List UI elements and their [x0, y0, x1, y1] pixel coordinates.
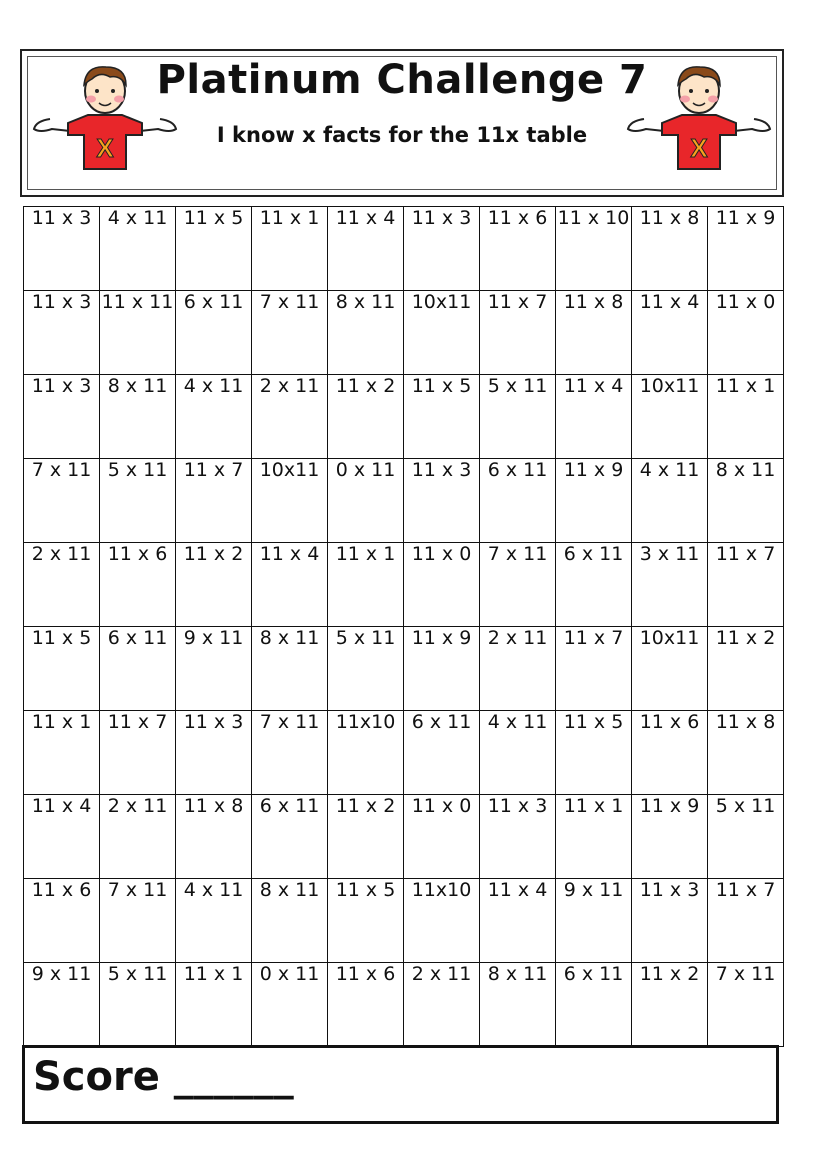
grid-cell[interactable]: 11 x 5 [404, 375, 480, 459]
grid-cell[interactable]: 11 x 7 [556, 627, 632, 711]
grid-cell[interactable]: 11 x 2 [328, 795, 404, 879]
grid-cell[interactable]: 11 x 8 [556, 291, 632, 375]
grid-cell[interactable]: 4 x 11 [176, 375, 252, 459]
grid-cell[interactable]: 4 x 11 [632, 459, 708, 543]
grid-cell[interactable]: 7 x 11 [252, 291, 328, 375]
grid-cell[interactable]: 11 x 5 [328, 879, 404, 963]
grid-cell[interactable]: 9 x 11 [24, 963, 100, 1047]
grid-cell[interactable]: 0 x 11 [252, 963, 328, 1047]
grid-cell[interactable]: 6 x 11 [176, 291, 252, 375]
grid-cell[interactable]: 11 x 7 [480, 291, 556, 375]
grid-cell[interactable]: 9 x 11 [176, 627, 252, 711]
grid-cell[interactable]: 11 x 3 [404, 459, 480, 543]
grid-cell[interactable]: 11 x 6 [24, 879, 100, 963]
grid-cell[interactable]: 11 x 7 [176, 459, 252, 543]
grid-cell[interactable]: 11 x 1 [556, 795, 632, 879]
header-banner [20, 49, 784, 197]
grid-cell[interactable]: 8 x 11 [328, 291, 404, 375]
grid-cell[interactable]: 5 x 11 [480, 375, 556, 459]
grid-cell[interactable]: 8 x 11 [252, 879, 328, 963]
score-box[interactable] [22, 1045, 779, 1124]
grid-cell[interactable]: 11 x 7 [100, 711, 176, 795]
grid-cell[interactable]: 11 x 3 [24, 207, 100, 291]
grid-cell[interactable]: 7 x 11 [480, 543, 556, 627]
grid-row [24, 627, 784, 711]
grid-cell[interactable]: 6 x 11 [480, 459, 556, 543]
grid-cell[interactable]: 4 x 11 [176, 879, 252, 963]
grid-cell[interactable]: 11 x 9 [708, 207, 784, 291]
grid-cell[interactable]: 5 x 11 [328, 627, 404, 711]
grid-cell[interactable]: 7 x 11 [24, 459, 100, 543]
grid-cell[interactable]: 10x11 [632, 627, 708, 711]
svg-text:X: X [96, 133, 114, 163]
grid-cell[interactable]: 8 x 11 [252, 627, 328, 711]
grid-cell[interactable]: 11 x 1 [24, 711, 100, 795]
grid-cell[interactable]: 11 x 0 [404, 543, 480, 627]
multiplication-grid [23, 206, 784, 1047]
grid-cell[interactable]: 11 x 1 [708, 375, 784, 459]
grid-cell[interactable]: 5 x 11 [708, 795, 784, 879]
grid-cell[interactable]: 11 x 3 [24, 375, 100, 459]
grid-cell[interactable]: 2 x 11 [404, 963, 480, 1047]
grid-cell[interactable]: 8 x 11 [480, 963, 556, 1047]
grid-cell[interactable]: 11 x 9 [556, 459, 632, 543]
grid-row [24, 291, 784, 375]
grid-cell[interactable]: 6 x 11 [252, 795, 328, 879]
grid-cell[interactable]: 11 x 9 [404, 627, 480, 711]
grid-cell[interactable]: 11 x 6 [632, 711, 708, 795]
grid-cell[interactable]: 11 x 6 [480, 207, 556, 291]
grid-cell[interactable]: 2 x 11 [24, 543, 100, 627]
grid-cell[interactable]: 11 x 4 [328, 207, 404, 291]
grid-cell[interactable]: 9 x 11 [556, 879, 632, 963]
grid-cell[interactable]: 11 x 7 [708, 543, 784, 627]
grid-cell[interactable]: 11x10 [328, 711, 404, 795]
grid-cell[interactable]: 11 x 4 [632, 291, 708, 375]
page-subtitle: I know x facts for the 11x table [216, 123, 588, 147]
grid-cell[interactable]: 8 x 11 [708, 459, 784, 543]
grid-cell[interactable]: 11 x 2 [176, 543, 252, 627]
grid-cell[interactable]: 11 x 2 [708, 627, 784, 711]
grid-cell[interactable]: 11 x 8 [632, 207, 708, 291]
grid-cell[interactable]: 11 x 1 [252, 207, 328, 291]
grid-cell[interactable]: 11 x 4 [24, 795, 100, 879]
grid-cell[interactable]: 11 x 4 [480, 879, 556, 963]
grid-cell[interactable]: 2 x 11 [252, 375, 328, 459]
grid-cell[interactable]: 5 x 11 [100, 459, 176, 543]
grid-cell[interactable]: 10x11 [252, 459, 328, 543]
grid-cell[interactable]: 11 x 3 [176, 711, 252, 795]
grid-cell[interactable]: 6 x 11 [556, 963, 632, 1047]
grid-row [24, 375, 784, 459]
grid-row [24, 207, 784, 291]
grid-cell[interactable]: 8 x 11 [100, 375, 176, 459]
grid-cell[interactable]: 11x10 [404, 879, 480, 963]
grid-row [24, 543, 784, 627]
grid-cell[interactable]: 11 x 2 [632, 963, 708, 1047]
svg-text:X: X [690, 133, 708, 163]
grid-cell[interactable]: 5 x 11 [100, 963, 176, 1047]
grid-cell[interactable]: 11 x 6 [328, 963, 404, 1047]
grid-cell[interactable]: 11 x 4 [556, 375, 632, 459]
grid-cell[interactable]: 10x11 [632, 375, 708, 459]
grid-cell[interactable]: 3 x 11 [632, 543, 708, 627]
grid-cell[interactable]: 11 x 5 [24, 627, 100, 711]
grid-row [24, 879, 784, 963]
grid-cell[interactable]: 11 x 1 [176, 963, 252, 1047]
grid-cell[interactable]: 11 x 7 [708, 879, 784, 963]
grid-cell[interactable]: 11 x 6 [100, 543, 176, 627]
grid-cell[interactable]: 7 x 11 [252, 711, 328, 795]
grid-cell[interactable]: 11 x 11 [100, 291, 176, 375]
grid-cell[interactable]: 4 x 11 [100, 207, 176, 291]
page-title: Platinum Challenge 7 [156, 57, 648, 103]
grid-row [24, 795, 784, 879]
grid-row [24, 459, 784, 543]
grid-cell[interactable]: 11 x 5 [176, 207, 252, 291]
grid-cell[interactable]: 11 x 5 [556, 711, 632, 795]
grid-cell[interactable]: 11 x 8 [176, 795, 252, 879]
grid-cell[interactable]: 7 x 11 [100, 879, 176, 963]
grid-cell[interactable]: 11 x 0 [404, 795, 480, 879]
grid-cell[interactable]: 6 x 11 [556, 543, 632, 627]
grid-cell[interactable]: 4 x 11 [480, 711, 556, 795]
grid-cell[interactable]: 11 x 3 [632, 879, 708, 963]
grid-cell[interactable]: 11 x 3 [24, 291, 100, 375]
grid-cell[interactable]: 11 x 4 [252, 543, 328, 627]
grid-cell[interactable]: 6 x 11 [404, 711, 480, 795]
grid-row [24, 711, 784, 795]
grid-cell[interactable]: 11 x 3 [404, 207, 480, 291]
grid-cell[interactable]: 0 x 11 [328, 459, 404, 543]
grid-cell[interactable]: 6 x 11 [100, 627, 176, 711]
grid-cell[interactable]: 11 x 1 [328, 543, 404, 627]
grid-row [24, 963, 784, 1047]
grid-cell[interactable]: 11 x 0 [708, 291, 784, 375]
grid-cell[interactable]: 2 x 11 [480, 627, 556, 711]
grid-cell[interactable]: 7 x 11 [708, 963, 784, 1047]
grid-cell[interactable]: 11 x 9 [632, 795, 708, 879]
grid-cell[interactable]: 2 x 11 [100, 795, 176, 879]
grid-cell[interactable]: 11 x 3 [480, 795, 556, 879]
grid-cell[interactable]: 11 x 2 [328, 375, 404, 459]
grid-cell[interactable]: 11 x 10 [556, 207, 632, 291]
score-label: Score ______ [33, 1054, 294, 1100]
grid-cell[interactable]: 10x11 [404, 291, 480, 375]
grid-cell[interactable]: 11 x 8 [708, 711, 784, 795]
